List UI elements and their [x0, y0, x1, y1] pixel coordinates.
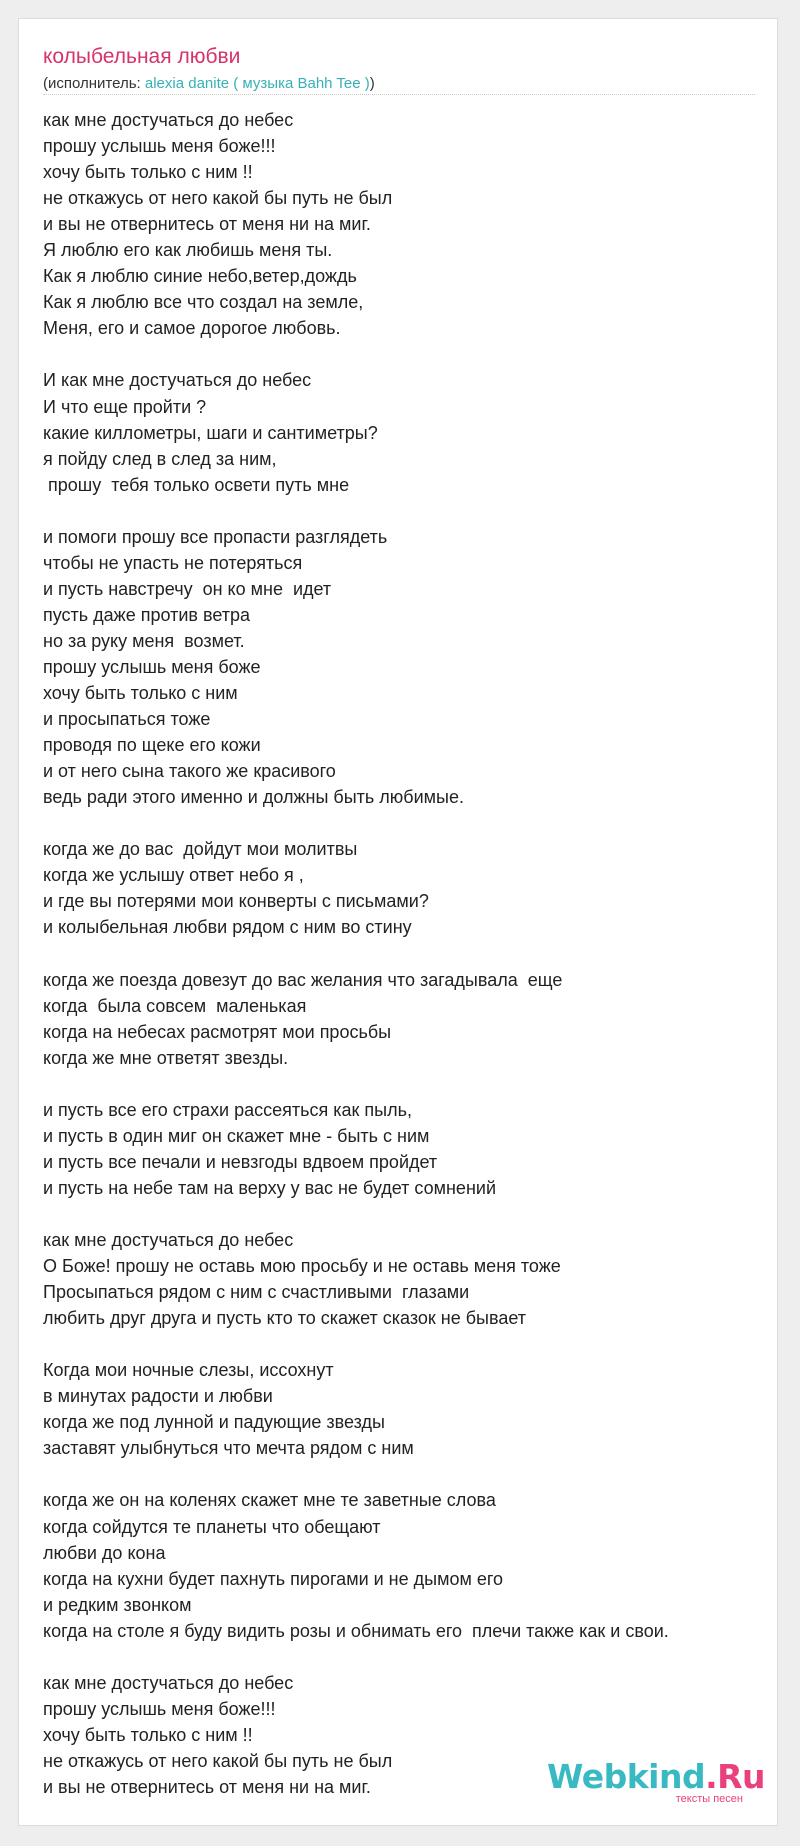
lyric-line: но за руку меня возмет.: [43, 630, 245, 651]
lyric-line: и пусть на небе там на верху у вас не будет сомнений: [43, 1177, 496, 1198]
lyric-line: как мне достучаться до небес: [43, 110, 294, 130]
logo-brand: [547, 1757, 766, 1796]
lyrics-text: [43, 107, 773, 1800]
lyric-line: не откажусь от него какой бы путь не был: [43, 188, 393, 209]
lyric-line: ведь ради этого именно и должны быть любимые.: [43, 787, 464, 808]
lyric-line: пусть даже против ветра: [43, 604, 251, 625]
lyric-line: и пусть в один миг он скажет мне - быть с ним: [43, 1125, 430, 1146]
lyric-line: прошу услышь меня боже!!!: [43, 1698, 276, 1719]
lyric-line: чтобы не упасть не потеряться: [43, 552, 303, 573]
lyric-line: и редким звонком: [43, 1594, 192, 1615]
lyric-line: когда сойдутся те планеты что обещают: [43, 1516, 381, 1537]
song-title: колыбельная любви: [43, 45, 241, 68]
stanza-break: [43, 810, 773, 836]
stanza-break: [43, 341, 773, 367]
lyric-line: Как я люблю все что создал на земле,: [43, 292, 364, 313]
lyric-line: и просыпаться тоже: [43, 709, 211, 730]
stanza-break: [43, 1461, 773, 1487]
lyric-line: я пойду след в след за ним,: [43, 448, 277, 469]
lyric-line: Меня, его и самое дорогое любовь.: [43, 318, 341, 339]
lyric-line: Я люблю его как любишь меня ты.: [43, 240, 333, 261]
lyric-line: и пусть все его страхи рассеяться как пыль,: [43, 1099, 412, 1120]
lyrics-page: [18, 18, 778, 1826]
lyric-line: любви до кона: [43, 1542, 166, 1563]
lyric-line: хочу быть только с ним !!: [43, 162, 253, 183]
lyric-line: Просыпаться рядом с ним с счастливыми глазами: [43, 1282, 470, 1303]
lyric-line: когда же до вас дойдут мои молитвы: [43, 839, 358, 860]
lyric-line: хочу быть только с ним !!: [43, 1724, 253, 1745]
stanza-break: [43, 1331, 773, 1357]
stanza-break: [43, 941, 773, 967]
credit-prefix: (исполнитель:: [43, 75, 145, 92]
lyric-line: когда же поезда довезут до вас желания что загадывала еще: [43, 969, 563, 990]
lyric-line: и колыбельная любви рядом с ним во стину: [43, 917, 412, 938]
lyric-line: когда же он на коленях скажет мне те заветные слова: [43, 1490, 496, 1511]
lyric-line: любить друг друга и пусть кто то скажет сказок не бывает: [43, 1308, 526, 1329]
stanza-break: [43, 498, 773, 524]
lyric-line: когда на небесах расмотрят мои просьбы: [43, 1021, 392, 1042]
stanza-break: [43, 1201, 773, 1227]
lyric-line: О Боже! прошу не оставь мою просьбу и не оставь меня тоже: [43, 1256, 561, 1277]
lyric-line: в минутах радости и любви: [43, 1386, 273, 1407]
lyric-line: когда на столе я буду видить розы и обнимать его плечи также как и свои.: [43, 1620, 669, 1641]
lyric-line: И как мне достучаться до небес: [43, 370, 312, 391]
logo-brand-suffix: .Ru: [705, 1757, 766, 1796]
lyric-line: когда на кухни будет пахнуть пирогами и не дымом его: [43, 1568, 504, 1589]
credit-suffix: ): [369, 75, 375, 92]
lyric-line: хочу быть только с ним: [43, 683, 238, 704]
lyric-line: и пусть навстречу он ко мне идет: [43, 578, 332, 599]
lyric-line: прошу услышь меня боже: [43, 656, 261, 677]
artist-link[interactable]: alexia danite ( музыка Bahh Tee ): [144, 75, 370, 92]
lyric-line: как мне достучаться до небес: [43, 1230, 294, 1251]
lyric-line: и пусть все печали и невзгоды вдвоем пройдет: [43, 1151, 438, 1172]
lyric-line: заставят улыбнуться что мечта рядом с ним: [43, 1438, 414, 1459]
webkind-logo[interactable]: [547, 1757, 766, 1815]
lyric-line: и вы не отвернитесь от меня ни на миг.: [43, 214, 371, 235]
title-divider: [43, 94, 755, 95]
lyric-line: и помоги прошу все пропасти разглядеть: [43, 526, 388, 547]
logo-tagline: тексты песен: [675, 1793, 743, 1805]
song-credit: [43, 75, 375, 92]
lyric-line: прошу услышь меня боже!!!: [43, 136, 276, 157]
stanza-break: [43, 1644, 773, 1670]
lyric-line: и от него сына такого же красивого: [43, 761, 336, 782]
lyric-line: Как я люблю синие небо,ветер,дождь: [43, 266, 357, 287]
lyric-line: и вы не отвернитесь от меня ни на миг.: [43, 1777, 371, 1797]
lyric-line: когда была совсем маленькая: [43, 995, 307, 1016]
lyric-line: как мне достучаться до небес: [43, 1672, 294, 1693]
lyric-line: не откажусь от него какой бы путь не был: [43, 1750, 393, 1771]
lyric-line: какие киллометры, шаги и сантиметры?: [43, 422, 378, 443]
lyric-line: и где вы потерями мои конверты с письмами?: [43, 891, 429, 912]
lyric-line: И что еще пройти ?: [43, 396, 207, 417]
lyric-line: проводя по щеке его кожи: [43, 735, 261, 756]
lyric-line: когда же мне ответят звезды.: [43, 1047, 289, 1068]
lyric-line: прошу тебя только освети путь мне: [43, 474, 350, 495]
stanza-break: [43, 1071, 773, 1097]
logo-brand-main: Webkind: [547, 1757, 706, 1796]
lyric-line: когда же услышу ответ небо я ,: [43, 865, 304, 886]
lyric-line: Когда мои ночные слезы, иссохнут: [43, 1360, 334, 1381]
lyric-line: когда же под лунной и падующие звезды: [43, 1412, 385, 1433]
